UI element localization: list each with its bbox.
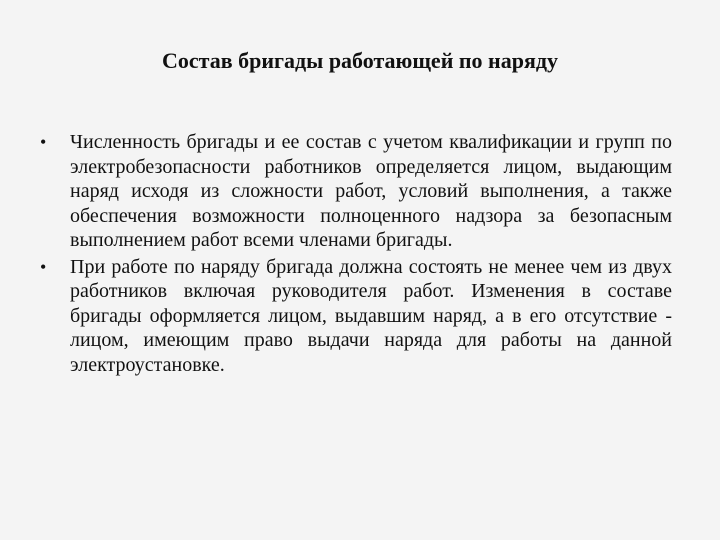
bullet-item [40,130,672,253]
bullet-item [40,255,672,378]
bullet-list [40,130,672,379]
bullet-marker: • [40,132,47,152]
slide-title: Состав бригады работающей по наряду [162,48,558,73]
bullet-marker: • [40,256,47,277]
bullet-text: Численность бригады и ее состав с учетом квалификации и групп по электробезопасности работников определяется лицом, выдающим наряд исходя из сложности работ, условий выполнения, а также обеспечения возможности полноценного надзора за безопасным выполнением работ всеми членами бригады. [70,131,672,251]
bullet-text: При работе по наряду бригада должна состоять не менее чем из двух работников включая руководителя работ. Изменения в составе бригады оформляется лицом, выдавшим наряд, а в его отсутствие - лицом, имеющим право выдачи наряда для работы на данной электроустановке. [70,255,672,376]
